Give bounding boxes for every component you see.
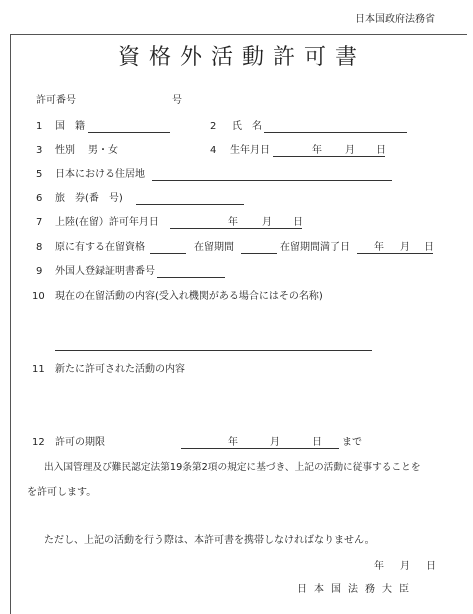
permit-number-suffix: 号 xyxy=(172,95,182,106)
passport-label: 旅 券(番 号) xyxy=(55,193,123,204)
address-label: 日本における住居地 xyxy=(55,169,145,180)
permit-number-label: 許可番号 xyxy=(36,95,76,106)
passport-field[interactable] xyxy=(136,204,244,205)
field-10-number: 10 xyxy=(32,291,45,302)
issue-year-unit: 年 xyxy=(374,561,384,572)
carry-notice: ただし、上記の活動を行う際は、本許可書を携帯しなければなりません。 xyxy=(44,535,375,546)
stay-expiry-label: 在留期間満了日 xyxy=(280,242,350,253)
original-status-field[interactable] xyxy=(150,253,186,254)
original-status-label: 原に有する在留資格 xyxy=(55,242,145,253)
birth-year-unit: 年 xyxy=(312,145,322,156)
current-activity-field[interactable] xyxy=(55,350,372,351)
document-title: 資格外活動許可書 xyxy=(118,45,367,70)
permit-year-unit: 年 xyxy=(228,437,238,448)
stay-period-field[interactable] xyxy=(241,253,277,254)
field-9-number: 9 xyxy=(36,266,43,277)
field-8-number: 8 xyxy=(36,242,43,253)
minister-signature: 日本国法務大臣 xyxy=(297,584,416,595)
sex-options[interactable]: 男・女 xyxy=(88,145,118,156)
landing-month-unit: 月 xyxy=(262,217,272,228)
landing-day-unit: 日 xyxy=(293,217,303,228)
name-label: 氏 名 xyxy=(232,121,262,132)
birth-month-unit: 月 xyxy=(345,145,355,156)
landing-date-label: 上陸(在留）許可年月日 xyxy=(55,217,159,228)
statement-line-1: 出入国管理及び難民認定法第19条第2項の規定に基づき、上記の活動に従事することを xyxy=(44,462,421,473)
new-activity-label: 新たに許可された活動の内容 xyxy=(55,364,185,375)
field-6-number: 6 xyxy=(36,193,43,204)
statement-line-2: を許可します。 xyxy=(27,487,97,498)
field-2-number: 2 xyxy=(210,121,217,132)
expiry-day-unit: 日 xyxy=(424,242,434,253)
birth-day-unit: 日 xyxy=(376,145,386,156)
birthdate-label: 生年月日 xyxy=(230,145,270,156)
field-12-number: 12 xyxy=(32,437,45,448)
issue-day-unit: 日 xyxy=(426,561,436,572)
field-4-number: 4 xyxy=(210,145,217,156)
current-activity-label: 現在の在留活動の内容(受入れ機関がある場合にはその名称) xyxy=(55,291,323,302)
field-1-number: 1 xyxy=(36,121,43,132)
alien-registration-field[interactable] xyxy=(157,277,225,278)
permit-month-unit: 月 xyxy=(270,437,280,448)
issue-month-unit: 月 xyxy=(400,561,410,572)
expiry-month-unit: 月 xyxy=(400,242,410,253)
field-7-number: 7 xyxy=(36,217,43,228)
birthdate-field[interactable] xyxy=(273,156,385,157)
nationality-field[interactable] xyxy=(88,132,170,133)
field-11-number: 11 xyxy=(32,364,45,375)
name-field[interactable] xyxy=(264,132,407,133)
issuer-label: 日本国政府法務省 xyxy=(355,14,435,25)
stay-expiry-field[interactable] xyxy=(357,253,433,254)
field-3-number: 3 xyxy=(36,145,43,156)
expiry-year-unit: 年 xyxy=(374,242,384,253)
permit-day-unit: 日 xyxy=(312,437,322,448)
alien-registration-label: 外国人登録証明書番号 xyxy=(55,266,155,277)
permit-expiry-suffix: まで xyxy=(342,437,362,448)
stay-period-label: 在留期間 xyxy=(194,242,234,253)
permit-expiry-label: 許可の期限 xyxy=(55,437,105,448)
address-field[interactable] xyxy=(152,180,392,181)
landing-year-unit: 年 xyxy=(228,217,238,228)
nationality-label: 国 籍 xyxy=(55,121,85,132)
field-5-number: 5 xyxy=(36,169,43,180)
sex-label: 性別 xyxy=(55,145,75,156)
